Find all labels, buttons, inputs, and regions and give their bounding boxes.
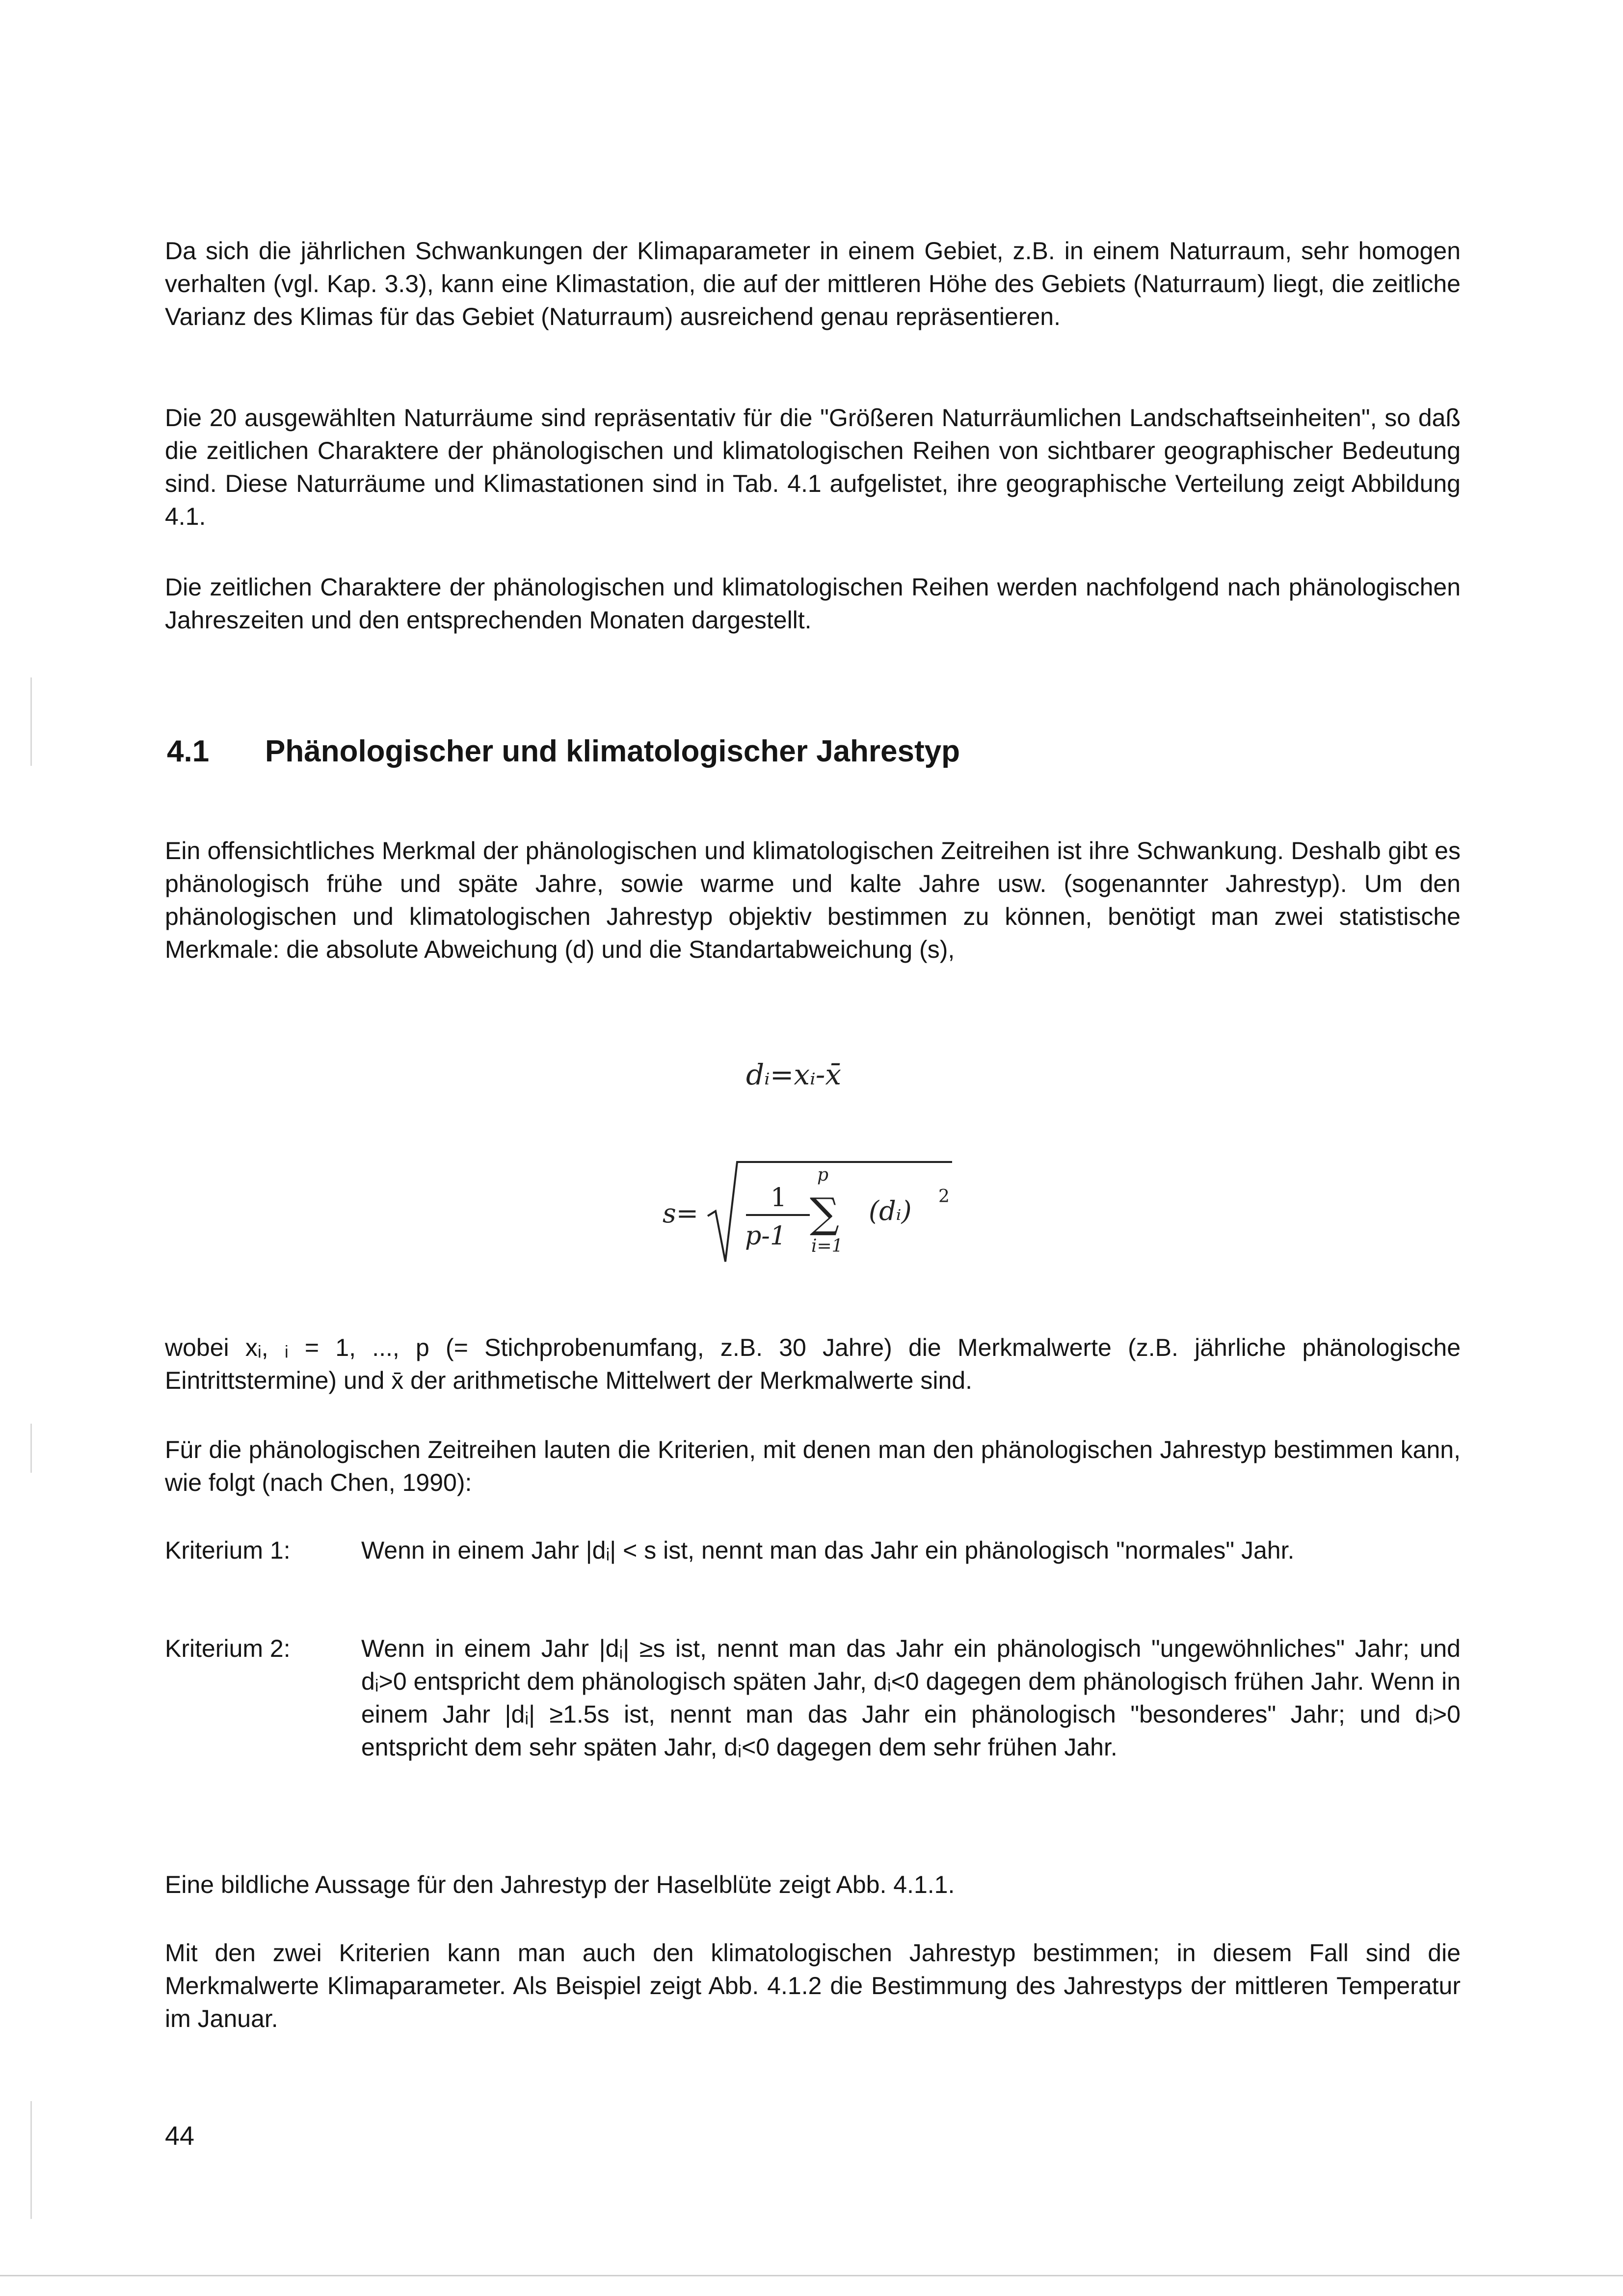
paragraph-intro: Da sich die jährlichen Schwankungen der Klimaparameter in einem Gebiet, z.B. in einem Naturraum, sehr homogen verhalten (vgl. Kap. 3.3), kann eine Klimastation, die auf der mittleren Höhe des Gebiets (Naturraum) liegt, die zeitliche Varianz des Klimas für das Gebiet (Naturraum) ausreichend genau repräsentieren. bbox=[165, 237, 1461, 330]
formula-standard-deviation bbox=[663, 1151, 967, 1274]
formula-lhs: s= bbox=[663, 1198, 698, 1229]
scan-bottom-edge bbox=[0, 2275, 1623, 2276]
fraction-numerator: 1 bbox=[771, 1183, 787, 1213]
section-number: 4.1 bbox=[167, 734, 210, 768]
sum-term: (dᵢ) bbox=[869, 1195, 912, 1226]
paragraph-merkmal: Ein offensichtliches Merkmal der phänologischen und klimatologischen Zeitreihen ist ihre Schwankung. Deshalb gibt es phänologisch frühe und späte Jahre, sowie warme und kalte Jahre usw. (sogenannter Jahrestyp). Um den phänologischen und klimatologischen Jahrestyp objektiv bestimmen zu können, benötigt man zwei statistische Merkmale: die absolute Abweichung (d) und die Standartabweichung (s), bbox=[165, 837, 1461, 963]
sum-upper-limit: p bbox=[817, 1165, 829, 1185]
sum-symbol: ∑ bbox=[810, 1189, 839, 1237]
section-heading bbox=[167, 734, 960, 769]
paragraph-zeitliche-charaktere: Die zeitlichen Charaktere der phänologischen und klimatologischen Reihen werden nachfolgend nach phänologischen Jahreszeiten und den entsprechenden Monaten dargestellt. bbox=[165, 573, 1461, 634]
scan-margin-mark bbox=[30, 1424, 32, 1473]
paragraph-wobei: wobei xᵢ, ᵢ = 1, ..., p (= Stichprobenumfang, z.B. 30 Jahre) die Merkmalwerte (z.B. jährliche phänologische Eintrittstermine) und x̄ der arithmetische Mittelwert der Merkmalwerte sind. bbox=[165, 1334, 1461, 1394]
scan-margin-mark bbox=[30, 2101, 32, 2219]
term-exponent: 2 bbox=[938, 1187, 950, 1207]
paragraph-klimatologisch: Mit den zwei Kriterien kann man auch den klimatologischen Jahrestyp bestimmen; in diesem Fall sind die Merkmalwerte Klimaparameter. Als Beispiel zeigt Abb. 4.1.2 die Bestimmung des Jahrestyps der mittleren Temperatur im Januar. bbox=[165, 1939, 1461, 2032]
paragraph-naturraeume: Die 20 ausgewählten Naturräume sind repräsentativ für die "Größeren Naturräumlichen Landschaftseinheiten", so daß die zeitlichen Charaktere der phänologischen und klimatologischen Reihen von sichtbarer geographischer Bedeutung sind. Diese Naturräume und Klimastationen sind in Tab. 4.1 aufgelistet, ihre geographische Verteilung zeigt Abbildung 4.1. bbox=[165, 404, 1461, 530]
formula-absolute-deviation: dᵢ=xᵢ-x̄ bbox=[746, 1058, 842, 1091]
criterion-2-label: Kriterium 2: bbox=[165, 1635, 291, 1662]
sum-lower-limit: i=1 bbox=[811, 1236, 843, 1256]
section-title: Phänologischer und klimatologischer Jahrestyp bbox=[265, 734, 960, 768]
scan-margin-mark bbox=[30, 677, 32, 766]
fraction-denominator: p-1 bbox=[745, 1221, 786, 1251]
page-number: 44 bbox=[165, 2121, 195, 2151]
paragraph-kriterien-intro: Für die phänologischen Zeitreihen lauten die Kriterien, mit denen man den phänologischen Jahrestyp bestimmen kann, wie folgt (nach Chen, 1990): bbox=[165, 1436, 1461, 1496]
paragraph-haselbluete: Eine bildliche Aussage für den Jahrestyp der Haselblüte zeigt Abb. 4.1.1. bbox=[165, 1871, 955, 1898]
criterion-1-text: Wenn in einem Jahr |dᵢ| < s ist, nennt man das Jahr ein phänologisch "normales" Jahr. bbox=[361, 1537, 1295, 1564]
criterion-2-text: Wenn in einem Jahr |dᵢ| ≥s ist, nennt man das Jahr ein phänologisch "ungewöhnliches" Jahr; und dᵢ>0 entspricht dem phänologisch späten Jahr, dᵢ<0 dagegen dem phänologisch frühen Jahr. Wenn in einem Jahr |dᵢ| ≥1.5s ist, nennt man das Jahr ein phänologisch "besonderes" Jahr; und dᵢ>0 entspricht dem sehr späten Jahr, dᵢ<0 dagegen dem sehr frühen Jahr. bbox=[361, 1635, 1461, 1761]
criterion-1-label: Kriterium 1: bbox=[165, 1537, 291, 1564]
